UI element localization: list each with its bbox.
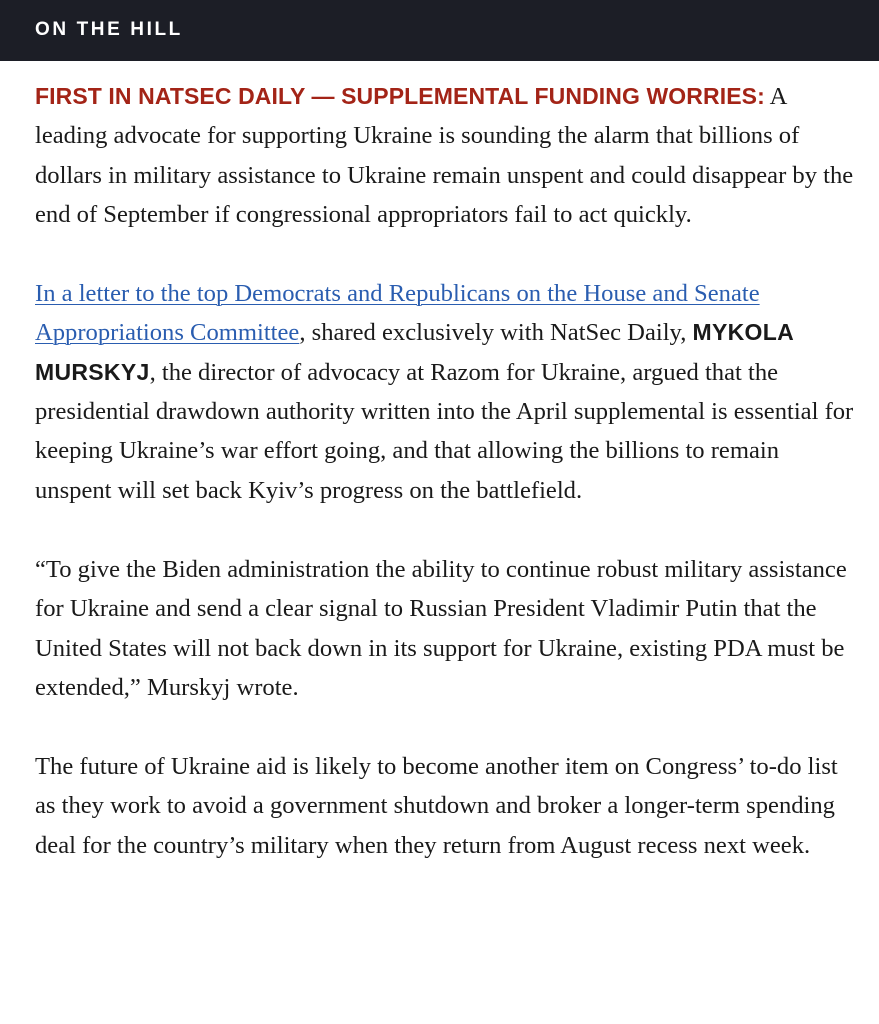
paragraph-future-aid xyxy=(35,747,855,865)
kicker-headline: FIRST IN NATSEC DAILY — SUPPLEMENTAL FUNDING WORRIES: xyxy=(35,83,765,109)
article-body xyxy=(35,77,855,905)
person-name: MYKOLA MURSKYJ xyxy=(35,319,794,385)
paragraph-text: A leading advocate for supporting Ukraine is sounding the alarm that billions of dollars in military assistance to Ukraine remain unspent and could disappear by the end of September if congressional appropriators fail to act quickly. xyxy=(35,83,854,228)
section-header xyxy=(0,0,879,61)
paragraph-text: “To give the Biden administration the ability to continue robust military assistance for Ukraine and send a clear signal to Russian President Vladimir Putin that the United States will not back down in its support for Ukraine, existing PDA must be extended,” Murskyj wrote. xyxy=(35,555,847,701)
section-title: ON THE HILL xyxy=(35,19,183,40)
paragraph-supplemental-funding xyxy=(35,77,855,234)
paragraph-text: The future of Ukraine aid is likely to become another item on Congress’ to-do list as they work to avoid a government shutdown and broker a longer-term spending deal for the country’s military when they return from August recess next week. xyxy=(35,753,838,859)
paragraph-text: , shared exclusively with NatSec Daily, xyxy=(299,319,693,347)
paragraph-letter xyxy=(35,274,855,510)
paragraph-quote xyxy=(35,550,855,707)
letter-link[interactable]: In a letter to the top Democrats and Republicans on the House and Senate Appropriations Committee xyxy=(35,280,760,347)
paragraph-text: , the director of advocacy at Razom for Ukraine, argued that the presidential drawdown authority written into the April supplemental is essential for keeping Ukraine’s war effort going, and that allowing the billions to remain unspent will set back Kyiv’s progress on the battlefield. xyxy=(35,358,854,504)
